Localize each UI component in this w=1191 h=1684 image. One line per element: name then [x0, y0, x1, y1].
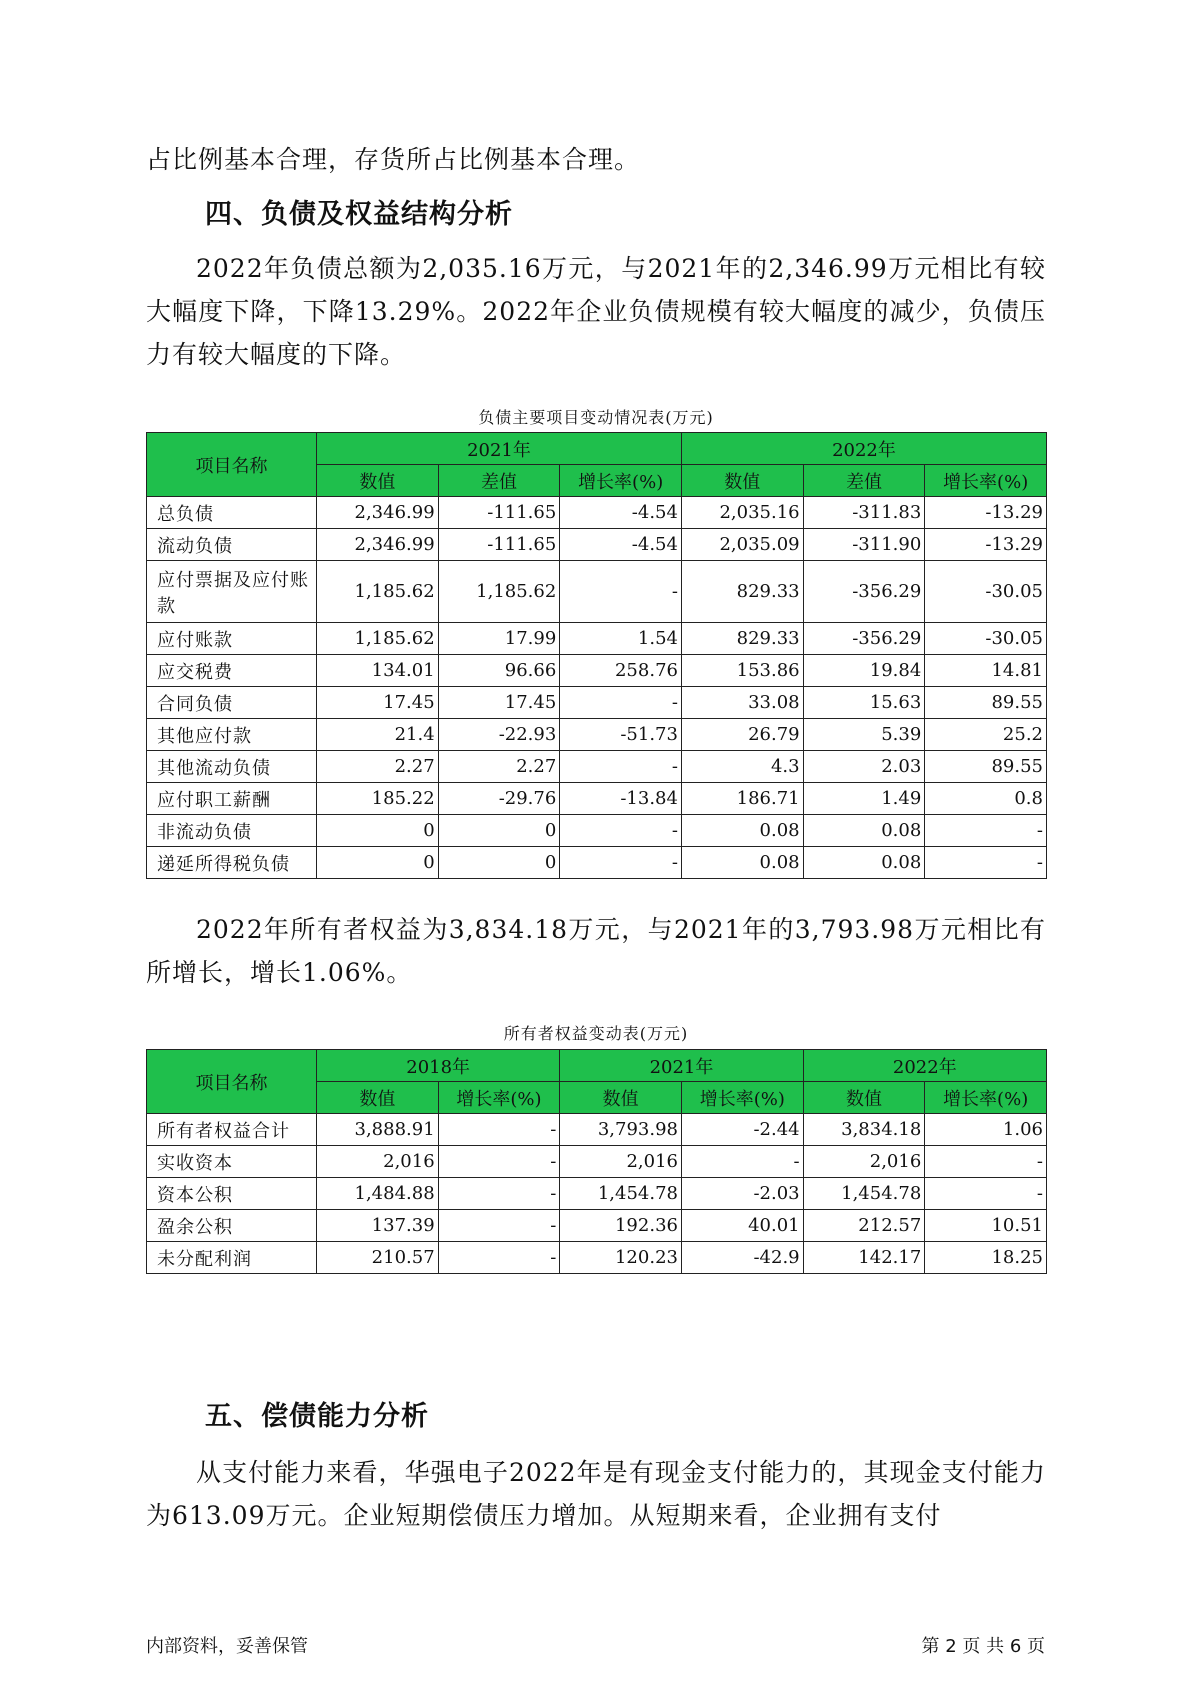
table-cell: -42.9 [681, 1242, 803, 1274]
table-cell: 2,016 [560, 1146, 682, 1178]
table-cell: - [560, 687, 682, 719]
table-cell: -51.73 [560, 719, 682, 751]
table-cell: 142.17 [803, 1242, 925, 1274]
table-cell: 0.08 [803, 815, 925, 847]
table-cell: -30.05 [925, 561, 1047, 623]
row-label: 其他应付款 [147, 719, 317, 751]
table-cell: 17.99 [438, 623, 560, 655]
table-cell: -13.84 [560, 783, 682, 815]
equity-table-body [147, 1114, 1047, 1274]
table-cell: 3,888.91 [317, 1114, 439, 1146]
equity-name-header: 项目名称 [147, 1050, 317, 1114]
table-cell: 1,454.78 [803, 1178, 925, 1210]
section4-paragraph: 2022年负债总额为2,035.16万元，与2021年的2,346.99万元相比有较大幅度下降，下降13.29%。2022年企业负债规模有较大幅度的减少，负债压力有较大幅度的下降。 [146, 254, 1046, 369]
table-cell: 5.39 [803, 719, 925, 751]
table-row [147, 1210, 1047, 1242]
liability-table [146, 432, 1047, 879]
table-cell: -356.29 [803, 561, 925, 623]
section4-heading: 四、负债及权益结构分析 [205, 199, 513, 230]
table-cell: -4.54 [560, 529, 682, 561]
equity-sub-header: 数值 [560, 1082, 682, 1114]
table-cell: - [560, 751, 682, 783]
table-cell: 0 [438, 815, 560, 847]
table-cell: 4.3 [681, 751, 803, 783]
table-cell: 2,346.99 [317, 529, 439, 561]
table-cell: 0.08 [681, 847, 803, 879]
liability-name-header: 项目名称 [147, 433, 317, 497]
row-label: 应交税费 [147, 655, 317, 687]
table-cell: - [438, 1114, 560, 1146]
liability-table-caption: 负债主要项目变动情况表(万元) [478, 408, 714, 427]
section5-paragraph: 从支付能力来看，华强电子2022年是有现金支付能力的，其现金支付能力为613.09万元。企业短期偿债压力增加。从短期来看，企业拥有支付 [146, 1458, 1046, 1530]
table-cell: 2,016 [803, 1146, 925, 1178]
liability-table-body [147, 497, 1047, 879]
section5-heading: 五、偿债能力分析 [205, 1401, 429, 1432]
table-cell: 18.25 [925, 1242, 1047, 1274]
table-cell: - [560, 815, 682, 847]
table-cell: 15.63 [803, 687, 925, 719]
row-label: 其他流动负债 [147, 751, 317, 783]
table-cell: -311.90 [803, 529, 925, 561]
table-cell: - [438, 1242, 560, 1274]
table-cell: 1,185.62 [317, 623, 439, 655]
table-cell: -22.93 [438, 719, 560, 751]
table-row [147, 497, 1047, 529]
table-cell: 2.27 [317, 751, 439, 783]
table-cell: 137.39 [317, 1210, 439, 1242]
equity-year-header: 2022年 [803, 1050, 1046, 1082]
table-cell: 185.22 [317, 783, 439, 815]
table-cell: 212.57 [803, 1210, 925, 1242]
row-label: 递延所得税负债 [147, 847, 317, 879]
table-cell: 1.49 [803, 783, 925, 815]
table-cell: 258.76 [560, 655, 682, 687]
table-cell: 96.66 [438, 655, 560, 687]
table-row [147, 561, 1047, 623]
liability-sub-header: 增长率(%) [560, 465, 682, 497]
table-cell: 153.86 [681, 655, 803, 687]
liability-year-header: 2022年 [681, 433, 1046, 465]
table-cell: 89.55 [925, 751, 1047, 783]
table-cell: 210.57 [317, 1242, 439, 1274]
table-cell: 2,346.99 [317, 497, 439, 529]
table-cell: - [925, 815, 1047, 847]
liability-sub-header: 增长率(%) [925, 465, 1047, 497]
equity-table-caption: 所有者权益变动表(万元) [503, 1024, 689, 1043]
table-cell: 0 [438, 847, 560, 879]
table-cell: -30.05 [925, 623, 1047, 655]
table-cell: 2.27 [438, 751, 560, 783]
row-label: 应付账款 [147, 623, 317, 655]
table-cell: -356.29 [803, 623, 925, 655]
table-row [147, 783, 1047, 815]
liability-year-header: 2021年 [317, 433, 682, 465]
table-cell: - [438, 1178, 560, 1210]
table-cell: 120.23 [560, 1242, 682, 1274]
equity-sub-header: 增长率(%) [681, 1082, 803, 1114]
table-cell: 3,793.98 [560, 1114, 682, 1146]
table-cell: - [438, 1210, 560, 1242]
table-cell: 2,016 [317, 1146, 439, 1178]
equity-sub-header: 增长率(%) [925, 1082, 1047, 1114]
row-label: 实收资本 [147, 1146, 317, 1178]
liability-sub-header: 差值 [803, 465, 925, 497]
table-cell: 3,834.18 [803, 1114, 925, 1146]
table-cell: 829.33 [681, 623, 803, 655]
table-cell: 2,035.16 [681, 497, 803, 529]
table-cell: -13.29 [925, 529, 1047, 561]
footer-page-number: 第 2 页 共 6 页 [921, 1636, 1045, 1657]
table-cell: 25.2 [925, 719, 1047, 751]
table-row [147, 687, 1047, 719]
liability-sub-header: 数值 [317, 465, 439, 497]
table-cell: 17.45 [438, 687, 560, 719]
row-label: 非流动负债 [147, 815, 317, 847]
table-cell: -111.65 [438, 497, 560, 529]
table-cell: 0.08 [681, 815, 803, 847]
table-cell: -2.44 [681, 1114, 803, 1146]
row-label: 合同负债 [147, 687, 317, 719]
equity-table [146, 1049, 1047, 1274]
equity-sub-header: 增长率(%) [438, 1082, 560, 1114]
table-row [147, 623, 1047, 655]
row-label: 流动负债 [147, 529, 317, 561]
table-cell: 0 [317, 815, 439, 847]
table-row [147, 1146, 1047, 1178]
row-label: 所有者权益合计 [147, 1114, 317, 1146]
table-cell: 2,035.09 [681, 529, 803, 561]
table-cell: -29.76 [438, 783, 560, 815]
equity-year-header: 2021年 [560, 1050, 803, 1082]
table-cell: 1,454.78 [560, 1178, 682, 1210]
table-row [147, 1178, 1047, 1210]
table-cell: 1,484.88 [317, 1178, 439, 1210]
equity-year-header: 2018年 [317, 1050, 560, 1082]
table-cell: - [560, 561, 682, 623]
table-cell: 10.51 [925, 1210, 1047, 1242]
table-cell: 0.8 [925, 783, 1047, 815]
table-row [147, 847, 1047, 879]
table-cell: 192.36 [560, 1210, 682, 1242]
row-label: 应付职工薪酬 [147, 783, 317, 815]
table-cell: 89.55 [925, 687, 1047, 719]
table-row [147, 1114, 1047, 1146]
table-cell: - [925, 1178, 1047, 1210]
table-cell: 1,185.62 [317, 561, 439, 623]
table-cell: 21.4 [317, 719, 439, 751]
table-cell: 14.81 [925, 655, 1047, 687]
table-cell: 186.71 [681, 783, 803, 815]
equity-sub-header: 数值 [317, 1082, 439, 1114]
table-cell: 134.01 [317, 655, 439, 687]
table-cell: 19.84 [803, 655, 925, 687]
row-label: 应付票据及应付账款 [147, 561, 317, 623]
table-cell: - [560, 847, 682, 879]
equity-sub-header: 数值 [803, 1082, 925, 1114]
table-row [147, 815, 1047, 847]
table-row [147, 655, 1047, 687]
table-cell: 26.79 [681, 719, 803, 751]
table-cell: - [681, 1146, 803, 1178]
row-label: 资本公积 [147, 1178, 317, 1210]
table-cell: 829.33 [681, 561, 803, 623]
table-cell: - [925, 1146, 1047, 1178]
row-label: 总负债 [147, 497, 317, 529]
table-row [147, 719, 1047, 751]
row-label: 未分配利润 [147, 1242, 317, 1274]
equity-paragraph: 2022年所有者权益为3,834.18万元，与2021年的3,793.98万元相比有所增长，增长1.06%。 [146, 915, 1046, 987]
table-cell: -311.83 [803, 497, 925, 529]
row-label: 盈余公积 [147, 1210, 317, 1242]
footer-confidential-note: 内部资料，妥善保管 [146, 1636, 308, 1657]
table-row [147, 1242, 1047, 1274]
table-cell: -13.29 [925, 497, 1047, 529]
table-cell: 40.01 [681, 1210, 803, 1242]
table-cell: -4.54 [560, 497, 682, 529]
table-cell: 1,185.62 [438, 561, 560, 623]
table-cell: 17.45 [317, 687, 439, 719]
intro-tail-text: 占比例基本合理，存货所占比例基本合理。 [146, 145, 641, 174]
table-cell: -2.03 [681, 1178, 803, 1210]
table-cell: 0.08 [803, 847, 925, 879]
liability-sub-header: 差值 [438, 465, 560, 497]
table-cell: - [438, 1146, 560, 1178]
table-cell: - [925, 847, 1047, 879]
table-cell: 33.08 [681, 687, 803, 719]
table-cell: -111.65 [438, 529, 560, 561]
table-cell: 2.03 [803, 751, 925, 783]
table-row [147, 751, 1047, 783]
table-cell: 0 [317, 847, 439, 879]
table-cell: 1.06 [925, 1114, 1047, 1146]
table-cell: 1.54 [560, 623, 682, 655]
liability-sub-header: 数值 [681, 465, 803, 497]
table-row [147, 529, 1047, 561]
